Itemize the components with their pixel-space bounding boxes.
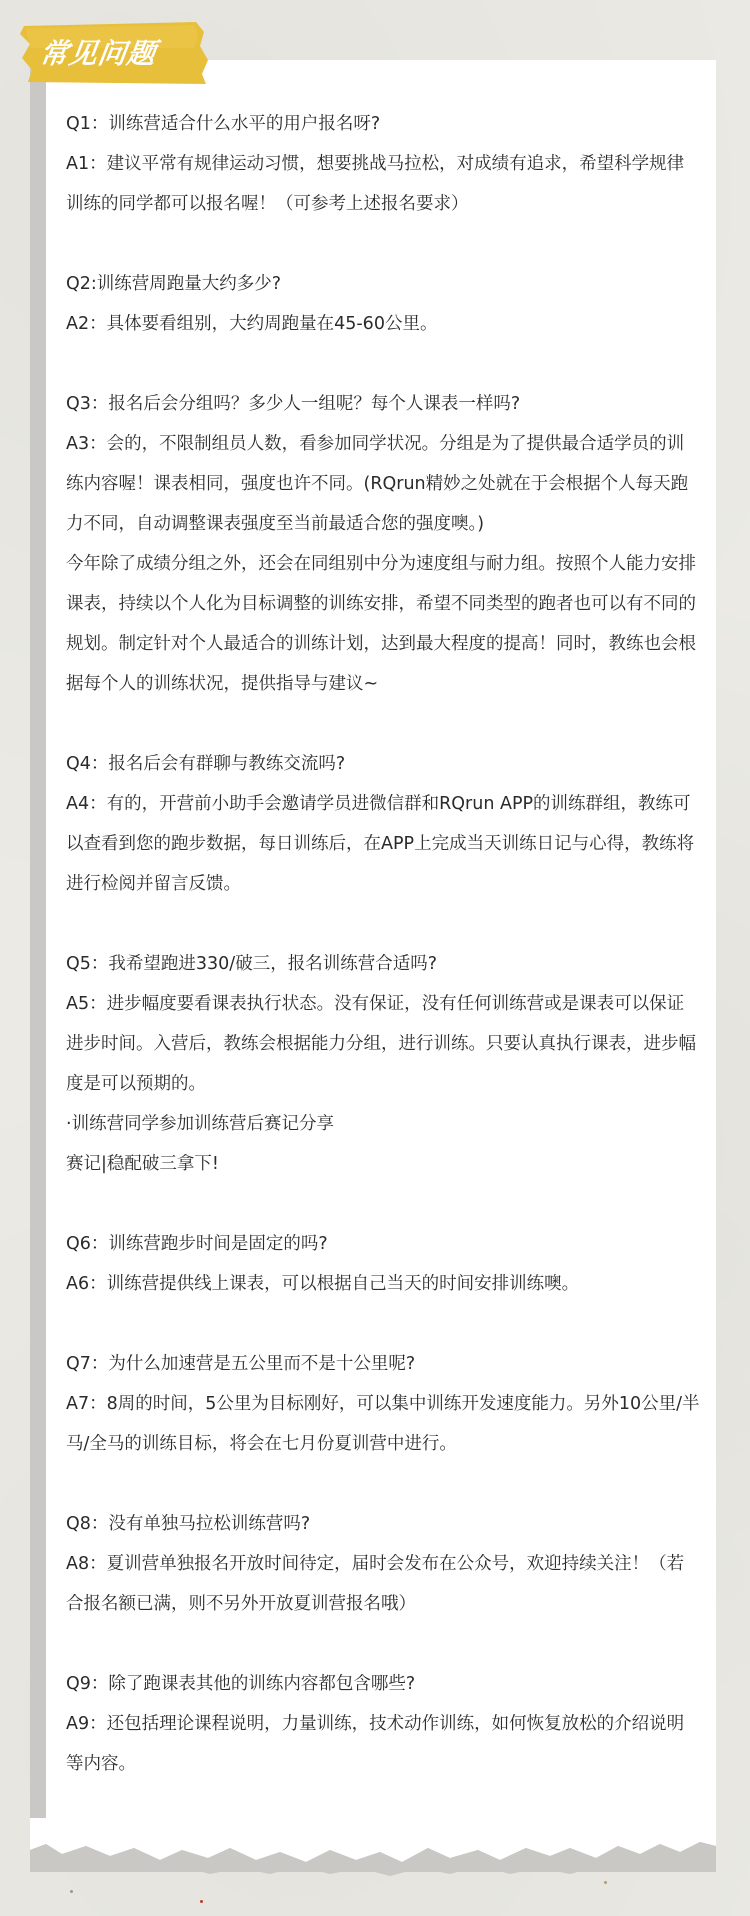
faq-answer: A1：建议平常有规律运动习惯，想要挑战马拉松，对成绩有追求，希望科学规律训练的同学都可以报名喔！（可参考上述报名要求） [66, 154, 685, 214]
faq-question: Q7：为什么加速营是五公里而不是十公里呢? [66, 1354, 416, 1374]
paper-speck [70, 1890, 73, 1893]
faq-item-6 [66, 1224, 700, 1304]
faq-question: Q8：没有单独马拉松训练营吗? [66, 1514, 311, 1534]
faq-list [66, 104, 700, 1824]
page-title: 常见问题 [37, 37, 159, 70]
faq-answer-continued: 今年除了成绩分组之外，还会在同组别中分为速度组与耐力组。按照个人能力安排课表，持续以个人化为目标调整的训练安排，希望不同类型的跑者也可以有不同的规划。制定针对个人最适合的训练计划，达到最大程度的提高！同时，教练也会根据每个人的训练状况，提供指导与建议~ [66, 554, 696, 694]
faq-question: Q6：训练营跑步时间是固定的吗? [66, 1234, 328, 1254]
faq-answer: A8：夏训营单独报名开放时间待定，届时会发布在公众号，欢迎持续关注！（若合报名额已满，则不另外开放夏训营报名哦） [66, 1554, 685, 1614]
faq-answer-note: ·训练营同学参加训练营后赛记分享 [66, 1114, 335, 1134]
faq-answer: A4：有的，开营前小助手会邀请学员进微信群和RQrun APP的训练群组，教练可以查看到您的跑步数据，每日训练后，在APP上完成当天训练日记与心得，教练将进行检阅并留言反馈。 [66, 794, 695, 894]
faq-answer: A7：8周的时间，5公里为目标刚好，可以集中训练开发速度能力。另外10公里/半马/全马的训练目标，将会在七月份夏训营中进行。 [66, 1394, 700, 1454]
faq-answer: A5：进步幅度要看课表执行状态。没有保证，没有任何训练营或是课表可以保证进步时间。入营后，教练会根据能力分组，进行训练。只要认真执行课表，进步幅度是可以预期的。 [66, 994, 696, 1094]
faq-question: Q1：训练营适合什么水平的用户报名呀? [66, 114, 381, 134]
faq-item-5 [66, 944, 700, 1184]
faq-answer: A2：具体要看组别，大约周跑量在45-60公里。 [66, 314, 438, 334]
faq-item-9 [66, 1664, 700, 1784]
faq-item-7 [66, 1344, 700, 1464]
paper-speck [604, 1881, 607, 1884]
faq-item-1 [66, 104, 700, 224]
paper-speck [200, 1900, 203, 1903]
faq-item-3 [66, 384, 700, 704]
faq-answer: A9：还包括理论课程说明，力量训练，技术动作训练，如何恢复放松的介绍说明等内容。 [66, 1714, 685, 1774]
torn-paper-edge [30, 1818, 716, 1878]
faq-item-2 [66, 264, 700, 344]
race-report-link[interactable]: 赛记|稳配破三拿下! [66, 1154, 219, 1174]
faq-answer: A6：训练营提供线上课表，可以根据自己当天的时间安排训练噢。 [66, 1274, 580, 1294]
faq-question: Q3：报名后会分组吗？多少人一组呢？每个人课表一样吗? [66, 394, 521, 414]
faq-question: Q5：我希望跑进330/破三，报名训练营合适吗? [66, 954, 437, 974]
faq-question: Q4：报名后会有群聊与教练交流吗? [66, 754, 346, 774]
faq-item-4 [66, 744, 700, 904]
faq-question: Q9：除了跑课表其他的训练内容都包含哪些? [66, 1674, 416, 1694]
faq-item-8 [66, 1504, 700, 1624]
faq-answer: A3：会的，不限制组员人数，看参加同学状况。分组是为了提供最合适学员的训练内容喔！课表相同，强度也许不同。(RQrun精妙之处就在于会根据个人每天跑力不同，自动调整课表强度至当前最适合您的强度噢。) [66, 434, 689, 534]
faq-question: Q2:训练营周跑量大约多少? [66, 274, 282, 294]
